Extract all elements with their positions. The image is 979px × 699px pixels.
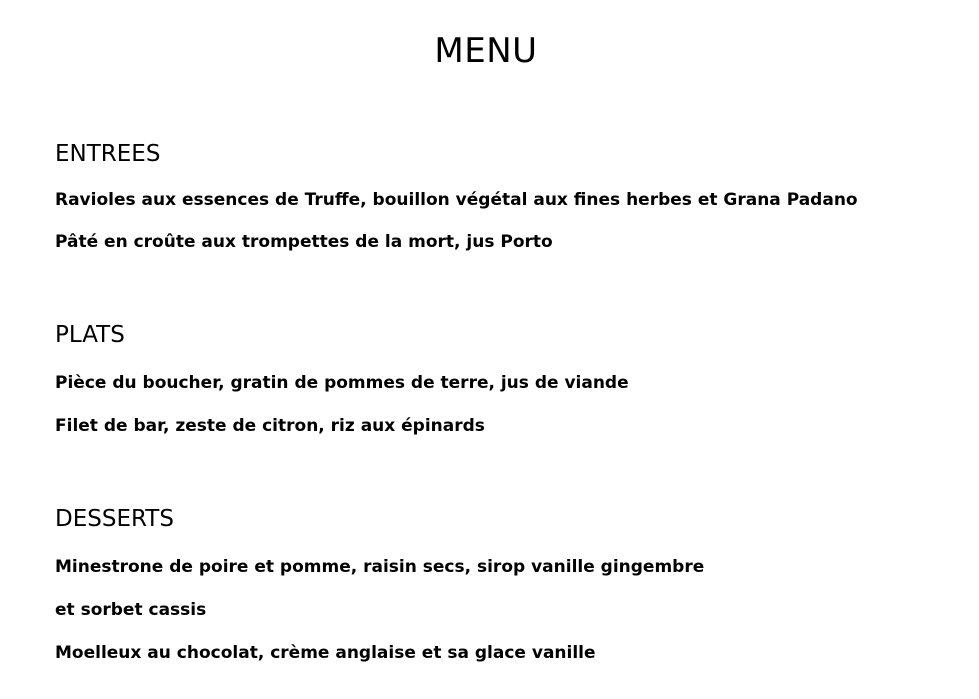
dish-item: Pièce du boucher, gratin de pommes de terre, jus de viande bbox=[55, 373, 629, 393]
dish-item: Filet de bar, zeste de citron, riz aux épinards bbox=[55, 416, 485, 436]
dish-item: Moelleux au chocolat, crème anglaise et sa glace vanille bbox=[55, 643, 596, 663]
dish-item: Minestrone de poire et pomme, raisin secs, sirop vanille gingembre bbox=[55, 557, 705, 577]
dish-item: Ravioles aux essences de Truffe, bouillon végétal aux fines herbes et Grana Padano bbox=[55, 190, 858, 210]
section-heading-plats: PLATS bbox=[55, 322, 125, 348]
dish-item: Pâté en croûte aux trompettes de la mort, jus Porto bbox=[55, 232, 553, 252]
section-heading-entrees: ENTREES bbox=[55, 141, 161, 167]
section-heading-desserts: DESSERTS bbox=[55, 506, 174, 532]
dish-item: et sorbet cassis bbox=[55, 600, 207, 620]
menu-title: MENU bbox=[434, 31, 538, 71]
